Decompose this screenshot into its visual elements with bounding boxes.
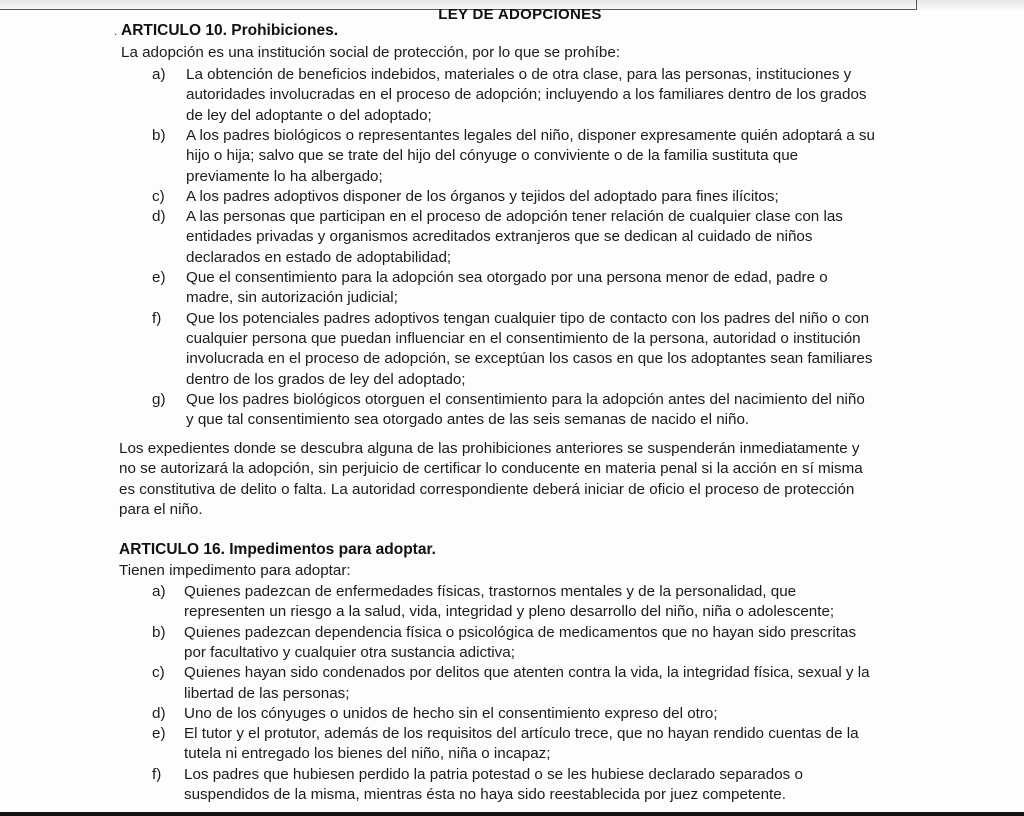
list-item-text: libertad de las personas; [184, 684, 350, 702]
article-10-intro: La adopción es una institución social de protección, por lo que se prohíbe: [121, 44, 620, 61]
list-item-label: a) [152, 66, 166, 83]
list-item-text: Que el consentimiento para la adopción sea otorgado por una persona menor de edad, padre o [186, 269, 828, 286]
list-item-text: Quienes hayan sido condenados por delitos que atenten contra la vida, la integridad física, sexual y la [184, 664, 870, 682]
list-item-label: c) [152, 664, 165, 682]
article-16-heading: ARTICULO 16. Impedimentos para adoptar. [119, 541, 436, 558]
list-item-text: El tutor y el protutor, además de los requisitos del artículo trece, que no hayan rendido cuentas de la [184, 725, 859, 743]
closing-paragraph-line: es constitutiva de delito o falta. La autoridad correspondiente deberá iniciar de oficio el proceso de protección [119, 480, 855, 498]
list-item-label: e) [152, 269, 166, 286]
list-item-text: de ley del adoptante o del adoptado; [186, 106, 432, 124]
list-item-text: tutela ni entregado los bienes del niño, niña o incapaz; [184, 745, 551, 763]
list-item-text: A los padres biológicos o representantes legales del niño, disponer expresamente quién adoptará a su [186, 126, 875, 144]
page-title: LEY DE ADOPCIONES [438, 6, 602, 23]
list-item-label: b) [152, 126, 166, 144]
list-item-label: f) [152, 765, 162, 783]
list-item-text: Los padres que hubiesen perdido la patria potestad o se les hubiese declarado separados o [184, 765, 803, 783]
list-item-label: d) [152, 704, 166, 722]
list-item-text: Que los potenciales padres adoptivos tengan cualquier tipo de contacto con los padres del niño o con [186, 309, 870, 327]
list-item-text: cualquier persona que puedan influenciar en el consentimiento de la persona, autoridad o institución [186, 329, 861, 347]
list-item-label: d) [152, 208, 166, 226]
closing-paragraph-line: no se autorizará la adopción, sin perjuicio de certificar lo conducente en materia penal si la acción en sí misma [119, 460, 863, 478]
article-10-heading: ARTICULO 10. Prohibiciones. [121, 22, 339, 39]
list-item-text: Quienes padezcan dependencia física o psicológica de medicamentos que no hayan sido prescritas [184, 623, 857, 641]
list-item-label: g) [152, 390, 166, 408]
list-item-text: La obtención de beneficios indebidos, materiales o de otra clase, para las personas, instituciones y [186, 66, 852, 83]
list-item-text: A las personas que participan en el proceso de adopción tener relación de cualquier clase con las [186, 208, 843, 226]
list-item-text: Quienes padezcan de enfermedades físicas, trastornos mentales y de la personalidad, que [184, 583, 797, 600]
list-item-text: hijo o hija; salvo que se trate del hijo del cónyuge o conviviente o de la familia sustituta que [186, 147, 799, 165]
list-item-text: A los padres adoptivos disponer de los órganos y tejidos del adoptado para fines ilícitos; [186, 187, 779, 205]
closing-paragraph-line: Los expedientes donde se descubra alguna de las prohibiciones anteriores se suspenderán inmediatamente y [119, 440, 860, 457]
list-item-text: previamente lo ha albergado; [186, 167, 383, 185]
list-item-label: e) [152, 725, 166, 743]
list-item-label: c) [152, 187, 165, 205]
list-item-label: a) [152, 583, 166, 600]
list-item-text: por facultativo y cualquier otra sustancia adictiva; [184, 643, 515, 661]
closing-paragraph-line: para el niño. [119, 500, 203, 518]
list-item-text: declarados en estado de adoptabilidad; [186, 248, 452, 266]
stray-mark: . [114, 24, 118, 38]
article-16-intro: Tienen impedimento para adoptar: [119, 562, 351, 579]
list-item-label: b) [152, 623, 166, 641]
list-item-text: involucrada en el proceso de adopción, se exceptúan los casos en que los adoptantes sean familiares [186, 350, 873, 368]
list-item-text: autoridades involucradas en el proceso de adopción; incluyendo a los familiares dentro de los grados [186, 86, 867, 104]
list-item-text: Que los padres biológicos otorguen el consentimiento para la adopción antes del nacimiento del niño [186, 390, 865, 408]
list-item-text: Uno de los cónyuges o unidos de hecho sin el consentimiento expreso del otro; [184, 704, 718, 722]
list-item-text: madre, sin autorización judicial; [186, 289, 398, 307]
list-item-text: entidades privadas y organismos acreditados extranjeros que se dedican al cuidado de niños [186, 228, 813, 246]
bottom-edge [0, 812, 1024, 816]
list-item-text: dentro de los grados de ley del adoptado; [186, 370, 466, 388]
list-item-text: suspendidos de la misma, mientras ésta no haya sido reestablecida por juez competente. [184, 786, 786, 803]
list-item-text: y que tal consentimiento sea otorgado antes de las seis semanas de nacido el niño. [186, 411, 750, 429]
list-item-text: representen un riesgo a la salud, vida, integridad y pleno desarrollo del niño, niña o adolescente; [184, 603, 835, 621]
list-item-label: f) [152, 309, 162, 327]
